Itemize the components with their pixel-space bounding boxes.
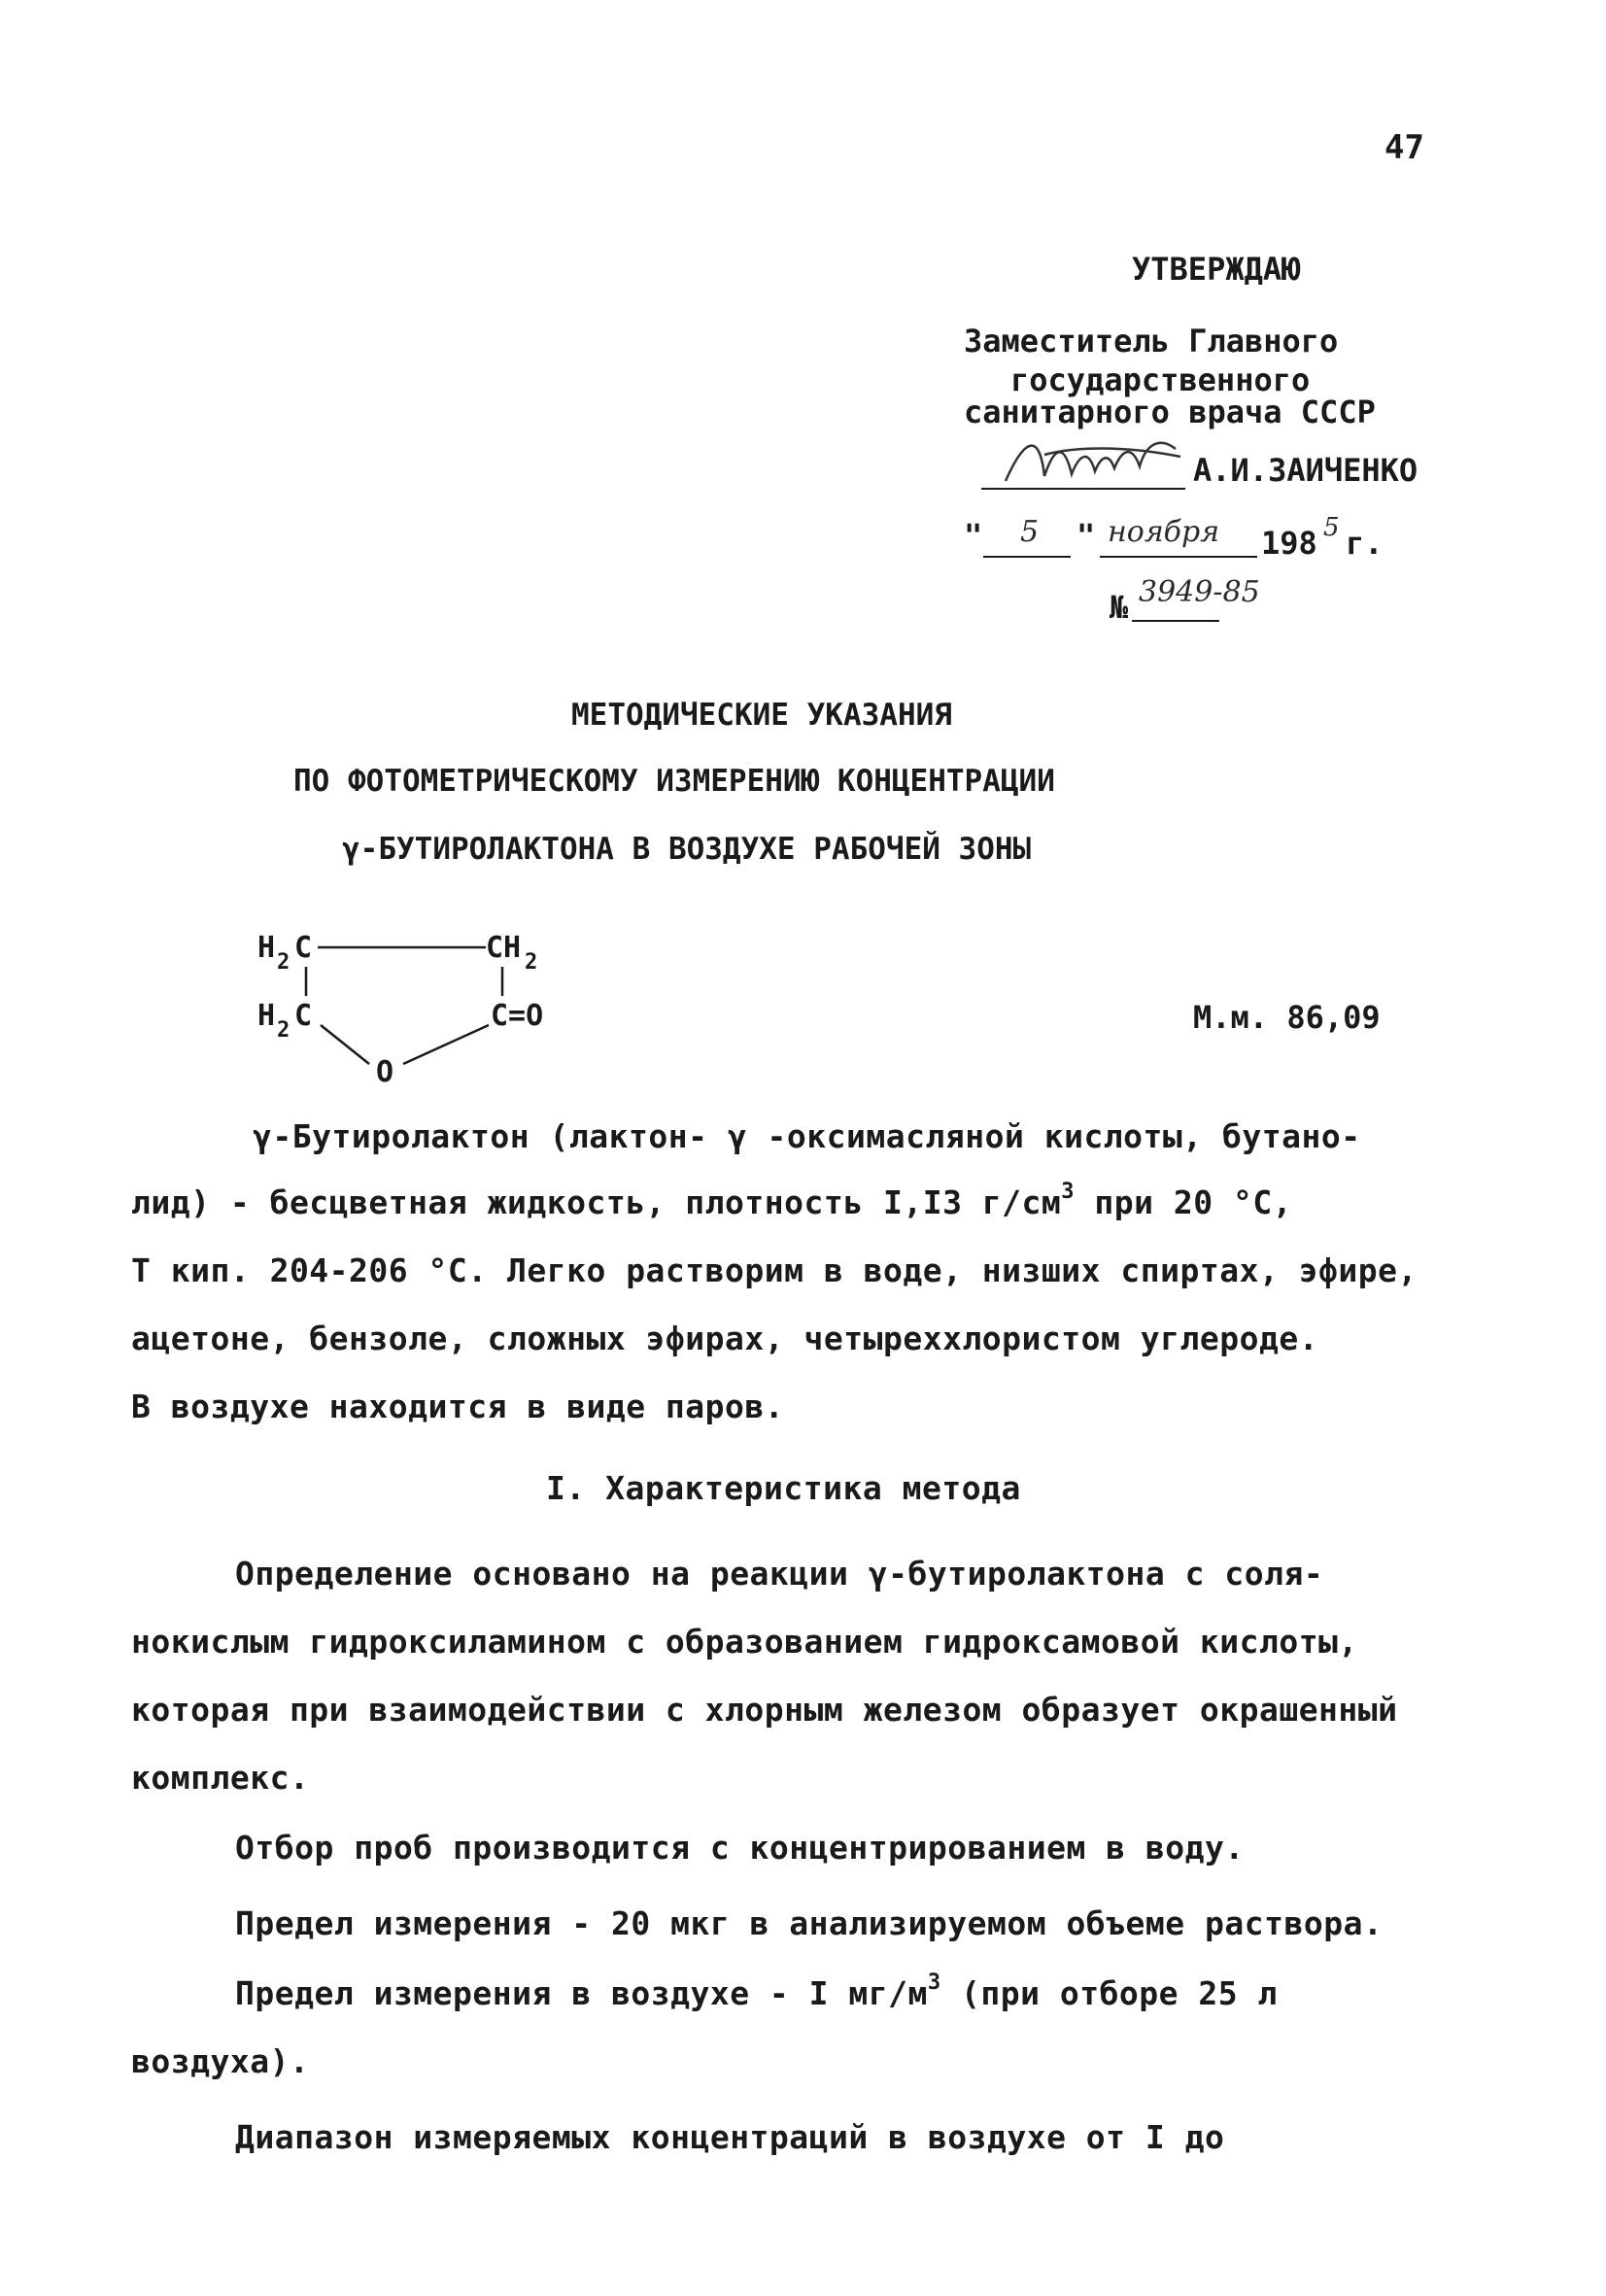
handwritten-signature	[986, 428, 1190, 496]
approval-position-line2: государственного	[1010, 361, 1311, 398]
date-close-quote: "	[1076, 517, 1096, 554]
document-number-underline	[1132, 620, 1219, 622]
formula-atom-tr: CH	[486, 931, 522, 965]
paragraph-range: Диапазон измеряемых концентраций в воздухе от I до	[235, 2118, 1225, 2156]
signer-name: А.И.ЗАИЧЕНКО	[1193, 452, 1418, 489]
document-number: 3949-85	[1139, 575, 1260, 609]
date-day-underline	[983, 556, 1071, 558]
approval-position-line1: Заместитель Главного	[964, 323, 1339, 360]
formula-atom-br: C=O	[491, 999, 544, 1033]
formula-bond-o-br	[403, 1025, 489, 1064]
formula-atom-tr-sub: 2	[525, 950, 538, 975]
date-open-quote: "	[964, 517, 983, 554]
date-month: ноября	[1108, 515, 1220, 549]
title-line1: МЕТОДИЧЕСКИЕ УКАЗАНИЯ	[571, 698, 952, 733]
para2-line2: нокислым гидроксиламином с образованием гидроксамовой кислоты,	[131, 1623, 1358, 1661]
para1-line5: В воздухе находится в виде паров.	[131, 1388, 785, 1425]
formula-atom-tl: H	[257, 931, 276, 965]
date-year-suffix: 5	[1323, 513, 1340, 542]
formula-bond-bl-o	[321, 1025, 369, 1064]
para5-line1-tail: (при отборе 25 л	[940, 1974, 1278, 2012]
title-line3: γ-БУТИРОЛАКТОНА В ВОЗДУХЕ РАБОЧЕЙ ЗОНЫ	[342, 832, 1032, 867]
title-line2: ПО ФОТОМЕТРИЧЕСКОМУ ИЗМЕРЕНИЮ КОНЦЕНТРАЦИИ	[293, 764, 1055, 799]
para1-line3: Т кип. 204-206 °С. Легко растворим в воде, низших спиртах, эфире,	[131, 1251, 1418, 1289]
formula-atom-o: O	[376, 1055, 394, 1089]
formula-atom-tl-c: C	[294, 931, 313, 965]
para2-line4: комплекс.	[131, 1759, 310, 1797]
molecular-mass: М.м. 86,09	[1193, 999, 1381, 1036]
para5-line1-text: Предел измерения в воздухе - I мг/м	[235, 1974, 928, 2012]
para1-line1: γ-Бутиролактон (лактон- γ -оксимасляной кислоты, бутано-	[253, 1117, 1361, 1155]
formula-atom-tl-sub: 2	[277, 950, 290, 975]
page-number: 47	[1384, 128, 1424, 167]
date-month-underline	[1100, 556, 1257, 558]
structural-formula	[248, 918, 598, 1093]
document-number-sign: №	[1110, 589, 1129, 626]
approval-title: УТВЕРЖДАЮ	[1132, 251, 1301, 288]
paragraph-sampling: Отбор проб производится с концентрированием в воду.	[235, 1829, 1245, 1867]
para5-line1-sup: 3	[927, 1970, 941, 1995]
section-heading: I. Характеристика метода	[546, 1469, 1021, 1507]
approval-position-line3: санитарного врача СССР	[964, 394, 1376, 430]
para1-line4: ацетоне, бензоле, сложных эфирах, четыреххлористом углероде.	[131, 1319, 1319, 1357]
formula-atom-bl: H	[257, 999, 276, 1033]
para1-line2-sup: 3	[1061, 1180, 1076, 1204]
para1-line2	[131, 1180, 1293, 1221]
para1-line2-tail: при 20 °С,	[1075, 1183, 1293, 1221]
formula-atom-bl-c: C	[294, 999, 313, 1033]
paragraph-limit-solution: Предел измерения - 20 мкг в анализируемом объеме раствора.	[235, 1904, 1384, 1942]
para5-line1	[235, 1970, 1278, 2012]
date-suffix: г.	[1346, 525, 1384, 562]
date-year-prefix: 198	[1261, 525, 1317, 562]
signature-underline	[981, 488, 1185, 490]
para2-line1: Определение основано на реакции γ-бутиролактона с соля-	[235, 1555, 1324, 1593]
formula-atom-bl-sub: 2	[277, 1018, 290, 1043]
para5-line2: воздуха).	[131, 2042, 310, 2080]
date-day: 5	[1020, 515, 1040, 549]
para1-line2-text: лид) - бесцветная жидкость, плотность I,I3 г/см	[131, 1183, 1062, 1221]
para2-line3: которая при взаимодействии с хлорным железом образует окрашенный	[131, 1691, 1398, 1729]
